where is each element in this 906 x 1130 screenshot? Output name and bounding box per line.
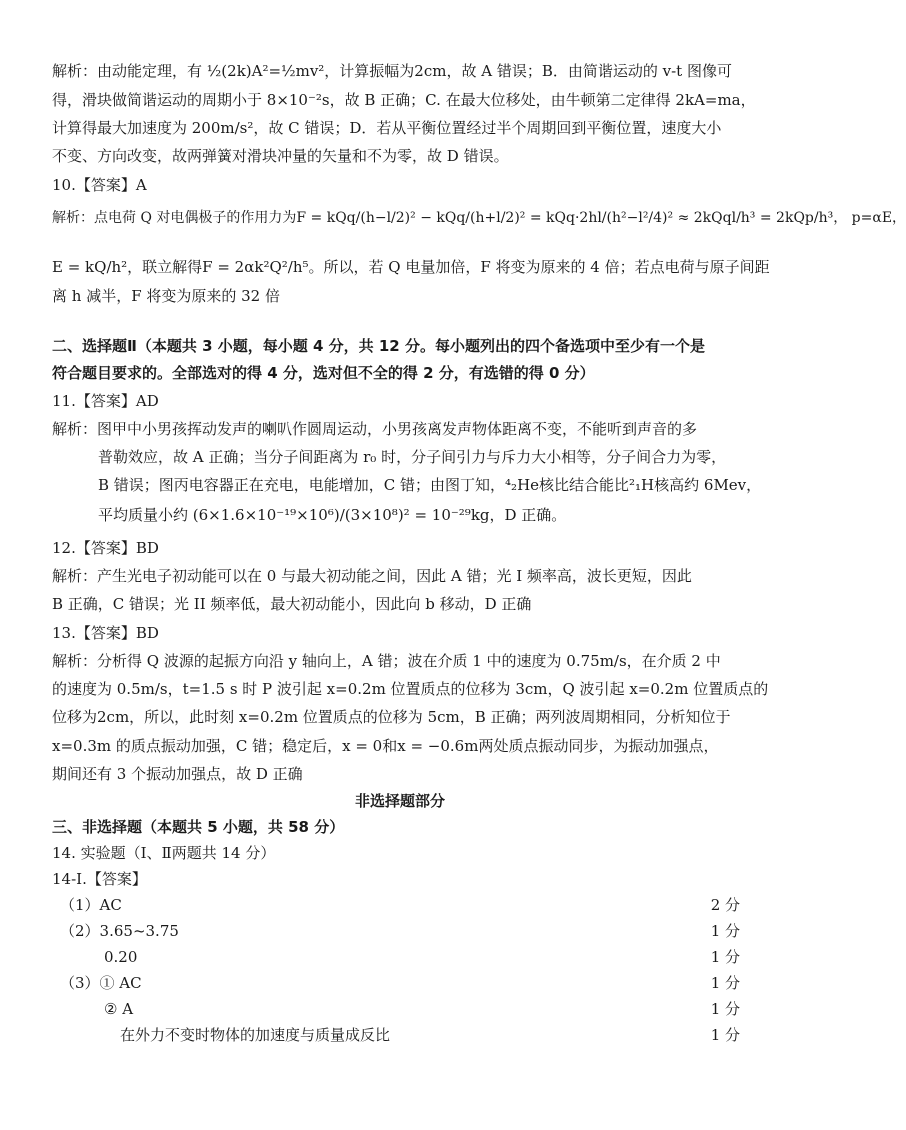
part-title: 非选择题部分 bbox=[354, 792, 445, 810]
q11-analysis-line-4: 平均质量小约 (6×1.6×10⁻¹⁹×10⁶)/(3×10⁸)² = 10⁻²⁹kg，D 正确。 bbox=[98, 506, 567, 524]
q14-1-answer: 14-Ⅰ.【答案】 bbox=[52, 870, 147, 888]
q11-answer: 11.【答案】AD bbox=[52, 392, 159, 410]
q10-analysis-line-1: 解析：点电荷 Q 对电偶极子的作用力为F = kQq/(h−l/2)² − kQq/(h+l/2)² = kQq·2hl/(h²−l²/4)² ≈ 2kQql/h³ = 2kQp/h³， p=αE， bbox=[52, 210, 906, 226]
q13-analysis-line-3: 位移为2cm，所以，此时刻 x=0.2m 位置质点的位移为 5cm，B 正确；两列波周期相同，分析知位于 bbox=[52, 708, 731, 726]
q9-analysis-line-1: 解析：由动能定理，有 ½(2k)A²=½mv²，计算振幅为2cm，故 A 错误；B．由简谐运动的 v-t 图像可 bbox=[52, 62, 732, 80]
q14-title: 14. 实验题（Ⅰ、Ⅱ两题共 14 分） bbox=[52, 844, 276, 862]
q13-analysis-line-1: 解析：分析得 Q 波源的起振方向沿 y 轴向上，A 错；波在介质 1 中的速度为 0.75m/s，在介质 2 中 bbox=[52, 652, 721, 670]
score-item: 0.20 bbox=[104, 948, 138, 966]
score-item: （3）① AC bbox=[60, 974, 142, 992]
score-points: 1 分 bbox=[710, 948, 740, 966]
q11-analysis-line-1: 解析：图甲中小男孩挥动发声的喇叭作圆周运动，小男孩离发声物体距离不变，不能听到声音的多 bbox=[52, 420, 698, 438]
score-points: 1 分 bbox=[710, 1000, 740, 1018]
score-item: （1）AC bbox=[60, 896, 122, 914]
q9-analysis-line-3: 计算得最大加速度为 200m/s²，故 C 错误；D．若从平衡位置经过半个周期回到平衡位置，速度大小 bbox=[52, 119, 722, 137]
q12-analysis-line-1: 解析：产生光电子初动能可以在 0 与最大初动能之间，因此 A 错；光 I 频率高，波长更短，因此 bbox=[52, 567, 692, 585]
q10-answer: 10.【答案】A bbox=[52, 176, 147, 194]
score-row-2 bbox=[60, 920, 740, 942]
score-row-3 bbox=[60, 946, 740, 968]
score-row-1 bbox=[60, 894, 740, 916]
score-row-6 bbox=[60, 1024, 740, 1046]
q13-analysis-line-5: 期间还有 3 个振动加强点，故 D 正确 bbox=[52, 765, 303, 783]
score-row-4 bbox=[60, 972, 740, 994]
q12-answer: 12.【答案】BD bbox=[52, 539, 159, 557]
score-item: （2）3.65~3.75 bbox=[60, 922, 179, 940]
q9-analysis-line-4: 不变、方向改变，故两弹簧对滑块冲量的矢量和不为零，故 D 错误。 bbox=[52, 147, 509, 165]
score-points: 2 分 bbox=[710, 896, 740, 914]
q13-analysis-line-2: 的速度为 0.5m/s，t=1.5 s 时 P 波引起 x=0.2m 位置质点的位移为 3cm，Q 波引起 x=0.2m 位置质点的 bbox=[52, 680, 769, 698]
score-item: ② A bbox=[104, 1000, 134, 1018]
section3-heading: 三、非选择题（本题共 5 小题，共 58 分） bbox=[52, 818, 345, 836]
section2-heading-line-1: 二、选择题Ⅱ（本题共 3 小题，每小题 4 分，共 12 分。每小题列出的四个备选项中至少有一个是 bbox=[52, 337, 705, 355]
section2-heading-line-2: 符合题目要求的。全部选对的得 4 分，选对但不全的得 2 分，有选错的得 0 分） bbox=[52, 364, 595, 382]
q11-analysis-line-2: 普勒效应，故 A 正确；当分子间距离为 r₀ 时，分子间引力与斥力大小相等，分子间合力为零， bbox=[98, 448, 727, 466]
q10-analysis-line-2: E = kQ/h²，联立解得F = 2αk²Q²/h⁵。所以，若 Q 电量加倍，F 将变为原来的 4 倍；若点电荷与原子间距 bbox=[52, 258, 770, 276]
q11-analysis-line-3: B 错误；图丙电容器正在充电，电能增加，C 错；由图丁知，⁴₂He核比结合能比²₁H核高约 6Mev， bbox=[98, 476, 762, 494]
q13-analysis-line-4: x=0.3m 的质点振动加强，C 错；稳定后，x = 0和x = −0.6m两处质点振动同步，为振动加强点， bbox=[52, 737, 719, 755]
q12-analysis-line-2: B 正确，C 错误；光 II 频率低，最大初动能小，因此向 b 移动，D 正确 bbox=[52, 595, 532, 613]
score-points: 1 分 bbox=[710, 1026, 740, 1044]
q10-analysis-line-3: 离 h 减半，F 将变为原来的 32 倍 bbox=[52, 287, 280, 305]
score-row-5 bbox=[60, 998, 740, 1020]
score-points: 1 分 bbox=[710, 922, 740, 940]
q13-answer: 13.【答案】BD bbox=[52, 624, 159, 642]
score-item: 在外力不变时物体的加速度与质量成反比 bbox=[120, 1026, 391, 1044]
q9-analysis-line-2: 得，滑块做简谐运动的周期小于 8×10⁻²s，故 B 正确；C. 在最大位移处，由牛顿第二定律得 2kA=ma， bbox=[52, 91, 756, 109]
score-points: 1 分 bbox=[710, 974, 740, 992]
